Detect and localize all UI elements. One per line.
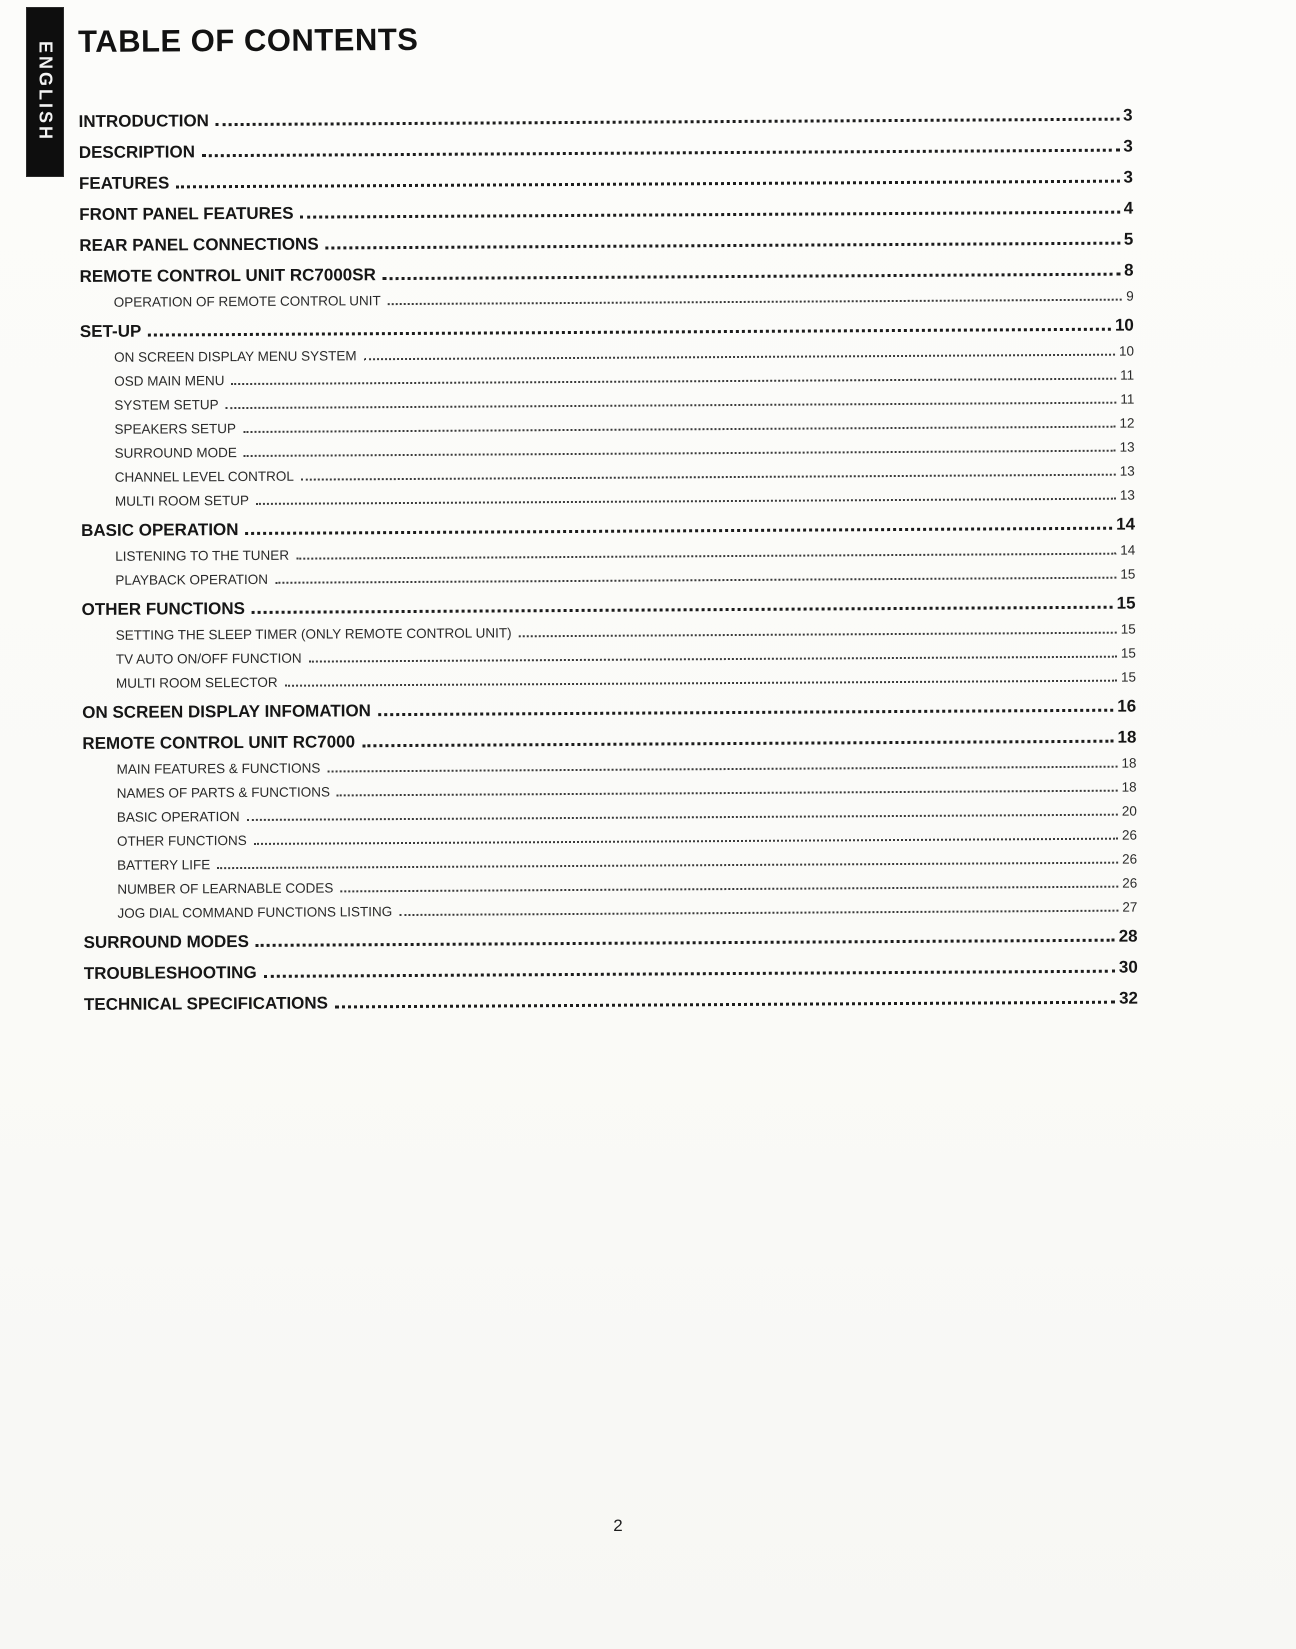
toc-entry-label: REAR PANEL CONNECTIONS <box>79 234 319 256</box>
toc-entry-label: OTHER FUNCTIONS <box>81 599 246 620</box>
toc-entry-label: PLAYBACK OPERATION <box>115 571 268 588</box>
page-title: TABLE OF CONTENTS <box>78 21 419 59</box>
toc-entry-label: MAIN FEATURES & FUNCTIONS <box>116 760 321 777</box>
toc-leader-dots <box>383 273 1120 281</box>
toc-entry-label: BASIC OPERATION <box>81 520 239 541</box>
toc-entry-label: TROUBLESHOOTING <box>83 963 257 984</box>
toc-entry-page: 15 <box>1120 621 1136 637</box>
toc-entry-page: 15 <box>1120 645 1136 661</box>
toc-entry-page: 3 <box>1123 136 1133 156</box>
toc-entry-page: 15 <box>1120 669 1137 685</box>
toc-entry-label: JOG DIAL COMMAND FUNCTIONS LISTING <box>117 903 393 921</box>
toc-entry-label: BATTERY LIFE <box>117 857 211 873</box>
toc-entry-label: LISTENING TO THE TUNER <box>115 547 290 564</box>
toc-leader-dots <box>326 242 1120 250</box>
toc-entry-label: TV AUTO ON/OFF FUNCTION <box>115 650 302 667</box>
toc-entry-label: REMOTE CONTROL UNIT RC7000 <box>82 732 356 754</box>
toc-entry-label: TECHNICAL SPECIFICATIONS <box>83 993 329 1015</box>
page-content <box>78 18 1138 1014</box>
toc-entry-page: 32 <box>1118 988 1139 1008</box>
toc-entry-page: 10 <box>1118 343 1135 359</box>
toc-entry-page: 18 <box>1117 727 1137 747</box>
toc-entry-page: 13 <box>1119 487 1135 503</box>
toc-entry-page: 28 <box>1118 926 1138 946</box>
toc-entry-label: NUMBER OF LEARNABLE CODES <box>117 880 334 897</box>
toc-entry-page: 3 <box>1123 167 1134 187</box>
toc-entry-label: FRONT PANEL FEATURES <box>79 203 294 225</box>
toc-entry-page: 18 <box>1121 779 1137 795</box>
toc-list <box>78 94 1138 1014</box>
toc-entry-page: 10 <box>1114 315 1134 335</box>
toc-entry-label: INTRODUCTION <box>78 111 209 132</box>
toc-entry-label: OTHER FUNCTIONS <box>116 832 247 849</box>
toc-entry-page: 8 <box>1123 260 1134 280</box>
toc-entry-label: OPERATION OF REMOTE CONTROL UNIT <box>113 292 381 310</box>
toc-entry-page: 20 <box>1121 803 1137 819</box>
toc-entry-label: SPEAKERS SETUP <box>114 420 237 437</box>
toc-entry-label: SETTING THE SLEEP TIMER (ONLY REMOTE CONTROL UNIT) <box>115 625 512 643</box>
toc-entry-page: 26 <box>1122 875 1138 891</box>
language-tab <box>27 8 63 176</box>
toc-entry-label: ON SCREEN DISPLAY INFOMATION <box>82 701 371 723</box>
toc-entry-page: 15 <box>1120 566 1136 582</box>
toc-entry-label: SURROUND MODE <box>114 444 237 461</box>
toc-entry-label: NAMES OF PARTS & FUNCTIONS <box>116 784 331 801</box>
toc-entry-page: 27 <box>1122 899 1138 915</box>
toc-entry-page: 16 <box>1117 696 1137 716</box>
toc-entry-page: 26 <box>1121 827 1138 843</box>
toc-entry-page: 11 <box>1120 391 1135 407</box>
toc-entry-page: 14 <box>1116 514 1136 534</box>
language-tab-label: ENGLISH <box>35 41 56 143</box>
toc-entry-label: MULTI ROOM SELECTOR <box>115 674 278 691</box>
toc-entry-page: 3 <box>1123 105 1133 125</box>
toc-entry-label: SYSTEM SETUP <box>114 396 219 413</box>
toc-entry-label: DESCRIPTION <box>78 142 196 163</box>
toc-entry-label: REMOTE CONTROL UNIT RC7000SR <box>79 265 376 287</box>
toc-entry-label: FEATURES <box>78 173 170 194</box>
toc-leader-dots <box>335 1001 1115 1009</box>
toc-entry-label: SURROUND MODES <box>83 932 249 953</box>
toc-entry-page: 14 <box>1120 542 1136 558</box>
toc-entry-page: 9 <box>1126 288 1134 304</box>
toc-entry-label: CHANNEL LEVEL CONTROL <box>114 468 294 485</box>
toc-entry-label: ON SCREEN DISPLAY MENU SYSTEM <box>113 348 357 365</box>
toc-leader-dots <box>378 709 1113 716</box>
toc-entry <box>84 977 1138 1014</box>
toc-entry-page: 26 <box>1122 851 1138 867</box>
toc-entry-label: SET-UP <box>79 321 142 342</box>
toc-entry-page: 15 <box>1116 593 1136 613</box>
toc-entry-page: 13 <box>1119 439 1135 455</box>
toc-entry-page: 18 <box>1121 755 1137 771</box>
toc-entry-page: 30 <box>1118 957 1138 977</box>
toc-entry-label: BASIC OPERATION <box>116 808 240 825</box>
toc-entry-page: 4 <box>1123 198 1134 218</box>
toc-entry-page: 13 <box>1119 463 1135 479</box>
toc-entry-page: 11 <box>1120 367 1135 383</box>
toc-entry-page: 12 <box>1119 415 1135 431</box>
footer-page-number: 2 <box>613 1516 623 1535</box>
toc-entry-page: 5 <box>1123 229 1134 249</box>
toc-entry-label: MULTI ROOM SETUP <box>114 492 249 509</box>
toc-leader-dots <box>362 740 1113 748</box>
toc-entry-label: OSD MAIN MENU <box>114 372 225 389</box>
